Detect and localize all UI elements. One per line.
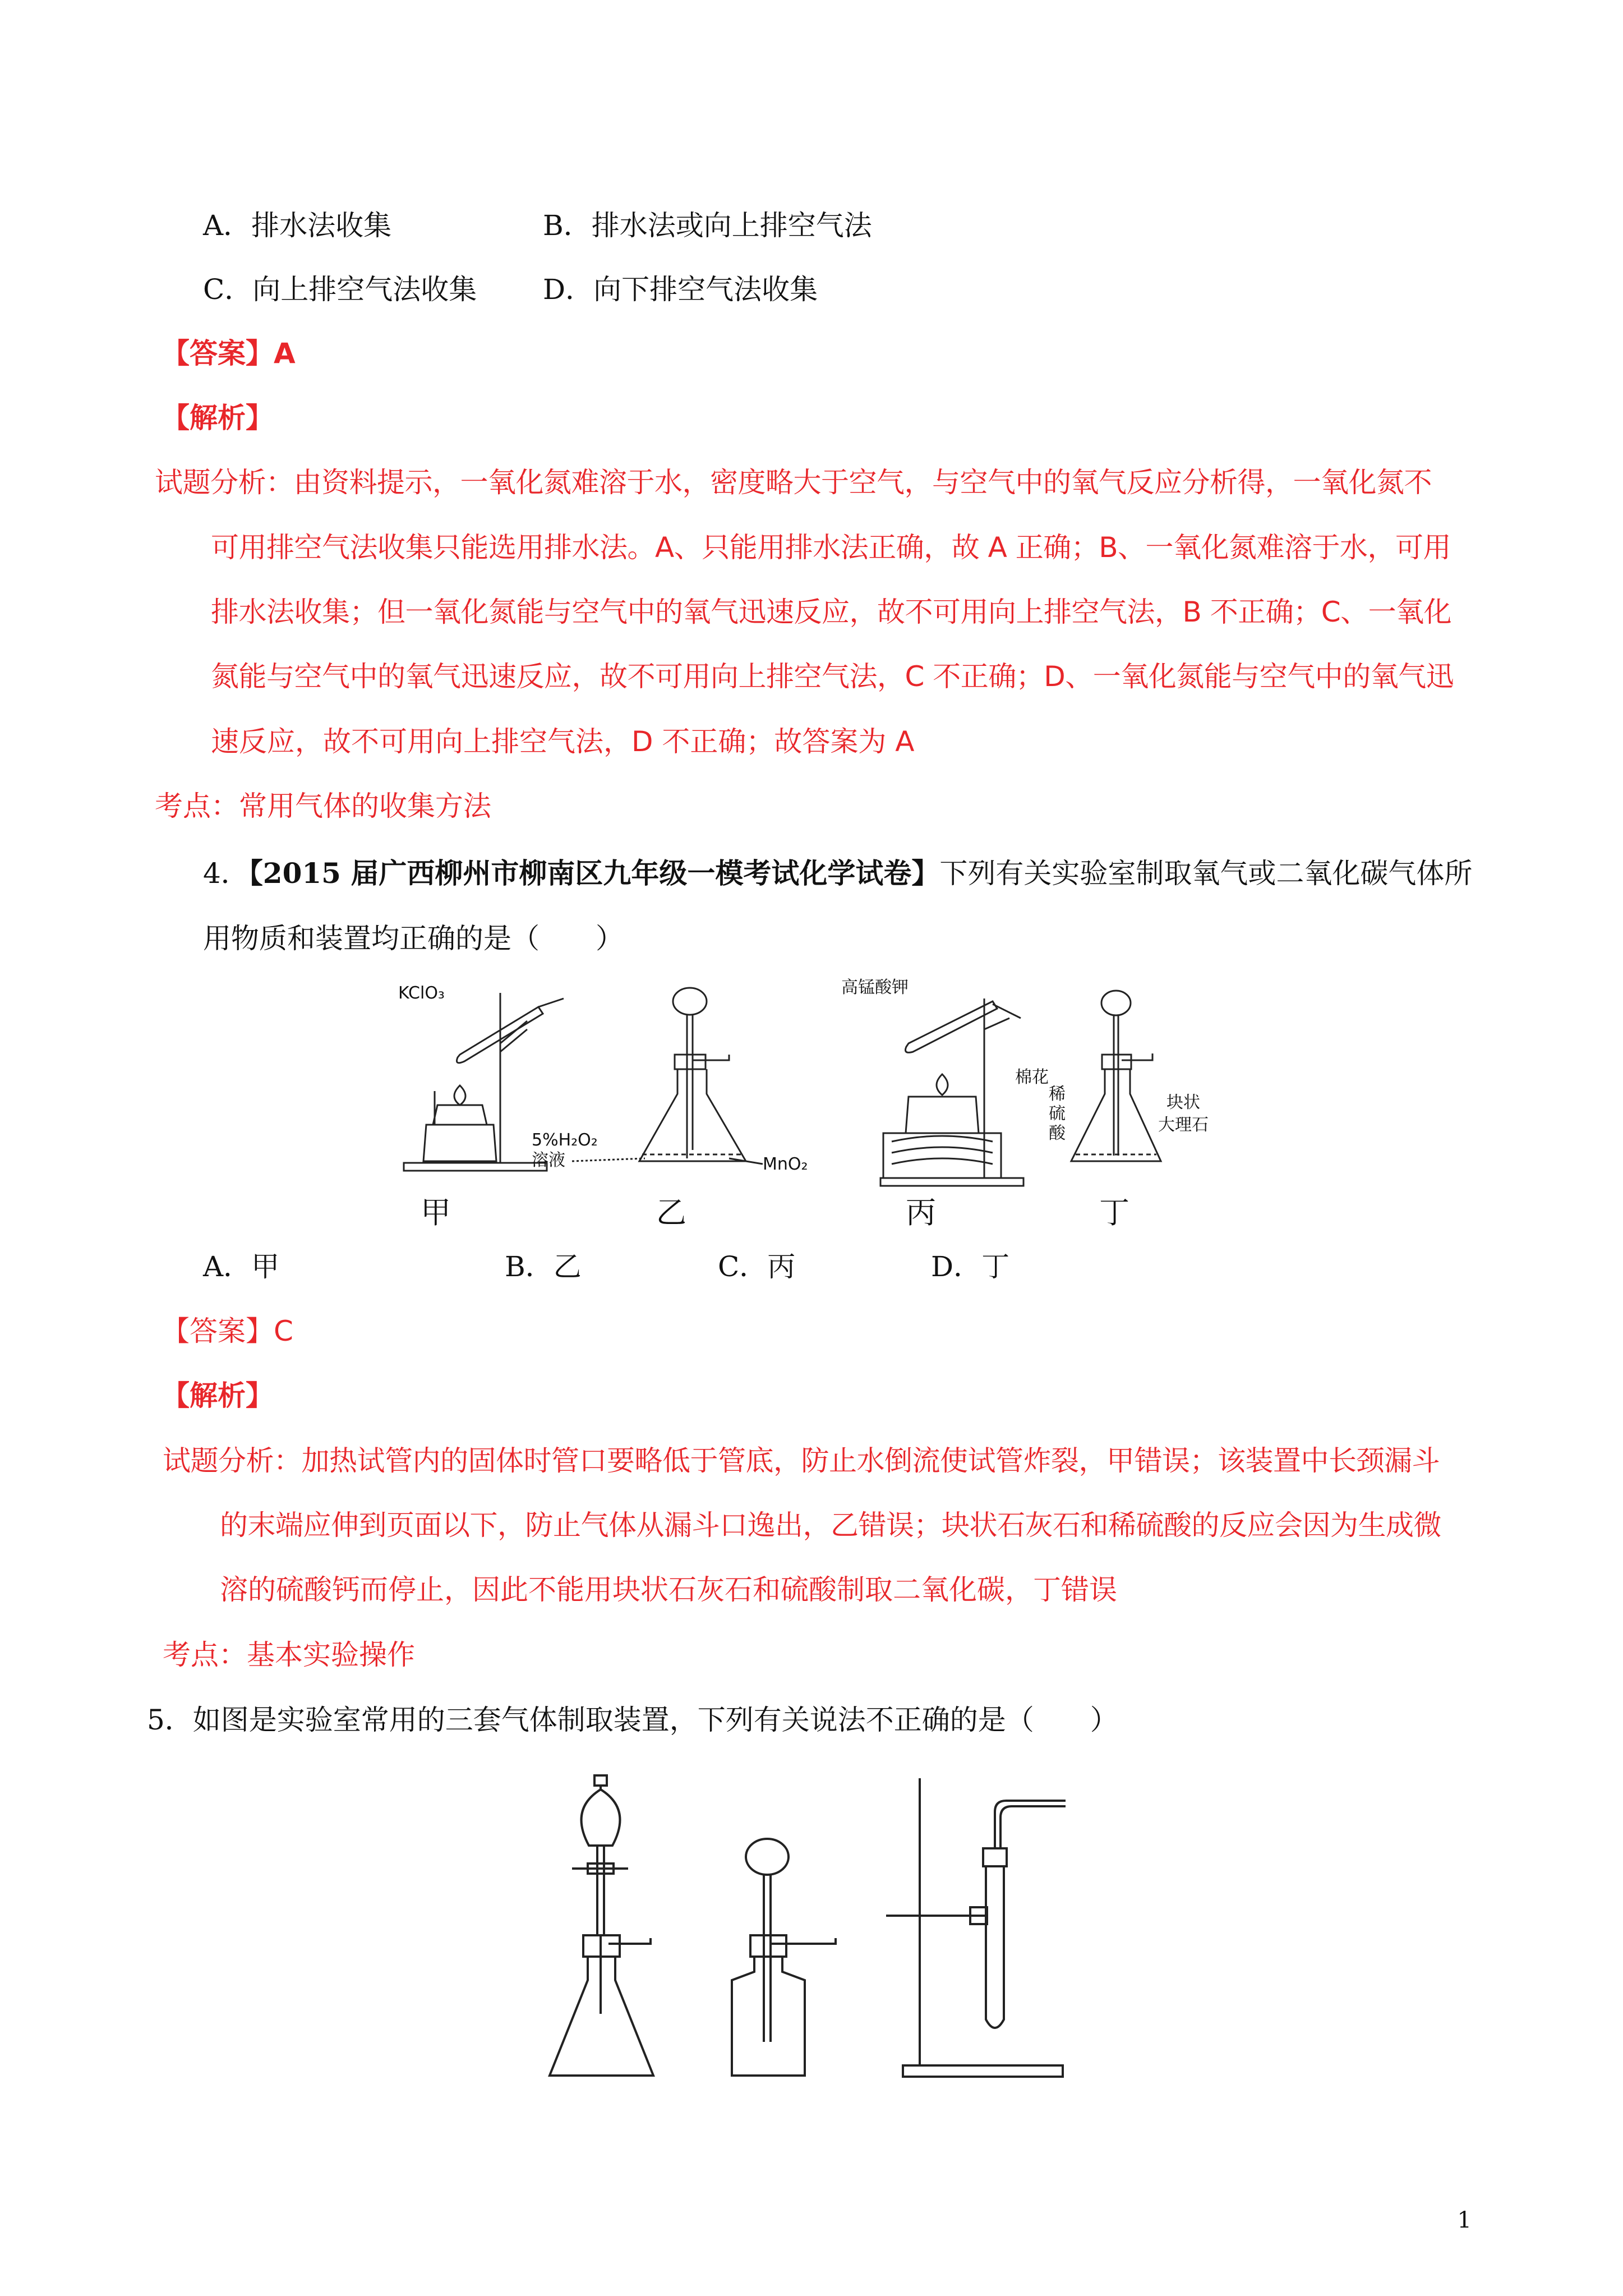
q3-analysis-line-1: 试题分析：由资料提示，一氧化氮难溶于水，密度略大于空气，与空气中的氧气反应分析得，一氧化氮不	[155, 466, 1432, 499]
apparatus-yi	[572, 988, 763, 1164]
label-cotton: 棉花	[1015, 1068, 1049, 1087]
apparatus-ding	[1071, 991, 1161, 1161]
q4-option-d: D．丁	[931, 1250, 1010, 1283]
label-h2o2-1: 5%H₂O₂	[532, 1130, 598, 1150]
q4-answer: 【答案】C	[162, 1315, 293, 1347]
q4-analysis-line-3: 溶的硫酸钙而停止，因此不能用块状石灰石和硫酸制取二氧化碳，丁错误	[220, 1573, 1117, 1606]
q5-stand-tube	[886, 1778, 1066, 2077]
q4-source: 【2015 届广西柳州市柳南区九年级一模考试化学试卷】	[248, 857, 940, 890]
page-number: 1	[1457, 2207, 1472, 2233]
label-marble-2: 大理石	[1158, 1115, 1209, 1135]
q4-analysis-line-1: 试题分析：加热试管内的固体时管口要略低于管底，防止水倒流使试管炸裂，甲错误；该装置中长颈漏斗	[163, 1444, 1440, 1477]
q4-analysis-line-2: 的末端应伸到页面以下，防止气体从漏斗口逸出，乙错误；块状石灰石和稀硫酸的反应会因为生成微	[220, 1509, 1441, 1542]
q4-apparatus-figure	[370, 976, 1245, 1234]
q3-answer: 【答案】A	[162, 337, 296, 370]
q5-separatory-flask	[550, 1775, 653, 2076]
label-kclo3: KClO₃	[398, 983, 445, 1003]
q4-stem-line-1	[203, 857, 1472, 890]
q4-option-b: B．乙	[505, 1250, 582, 1283]
q3-option-b: B．排水法或向上排空气法	[543, 209, 872, 242]
apparatus-bing	[880, 999, 1023, 1186]
q3-option-c: C．向上排空气法收集	[203, 273, 477, 306]
label-h2o2-2: 溶液	[532, 1151, 565, 1170]
label-mno2: MnO₂	[763, 1154, 808, 1174]
label-acid-3: 酸	[1049, 1124, 1066, 1143]
label-marble-1: 块状	[1166, 1093, 1200, 1112]
caption-bing: 丙	[906, 1195, 936, 1230]
caption-ding: 丁	[1099, 1195, 1129, 1230]
q3-option-d: D．向下排空气法收集	[543, 273, 818, 306]
caption-jia: 甲	[421, 1195, 451, 1230]
q3-analysis-line-2: 可用排空气法收集只能选用排水法。A、只能用排水法正确，故 A 正确；B、一氧化氮难溶于水，可用	[211, 531, 1451, 564]
q4-stem-rest: 下列有关实验室制取氧气或二氧化碳气体所	[939, 857, 1473, 890]
q3-point: 考点：常用气体的收集方法	[155, 790, 491, 822]
q5-apparatus-figure	[538, 1767, 1077, 2087]
label-kmno4: 高锰酸钾	[841, 978, 909, 997]
q4-number: 4．	[203, 857, 249, 890]
q3-analysis-line-3: 排水法收集；但一氧化氮能与空气中的氧气迅速反应，故不可用向上排空气法，B 不正确；C、一氧化	[211, 596, 1452, 628]
q5-stem: 5．如图是实验室常用的三套气体制取装置，下列有关说法不正确的是（ ）	[147, 1704, 1118, 1736]
q4-stem-line-2: 用物质和装置均正确的是（ ）	[203, 922, 624, 955]
q4-point: 考点：基本实验操作	[163, 1639, 415, 1671]
q4-option-a: A．甲	[203, 1250, 280, 1283]
label-acid-1: 稀	[1049, 1084, 1066, 1104]
q3-analysis-heading: 【解析】	[162, 402, 274, 434]
q5-funnel-bottle	[732, 1839, 836, 2076]
q3-analysis-line-5: 速反应，故不可用向上排空气法，D 不正确；故答案为 A	[211, 725, 915, 758]
q3-option-a: A．排水法收集	[203, 209, 392, 242]
q4-analysis-heading: 【解析】	[162, 1379, 274, 1412]
q3-analysis-line-4: 氮能与空气中的氧气迅速反应，故不可用向上排空气法，C 不正确；D、一氧化氮能与空气中的氧气迅	[211, 660, 1454, 693]
q4-option-c: C．丙	[718, 1250, 796, 1283]
caption-yi: 乙	[656, 1195, 686, 1230]
label-acid-2: 硫	[1049, 1104, 1066, 1124]
